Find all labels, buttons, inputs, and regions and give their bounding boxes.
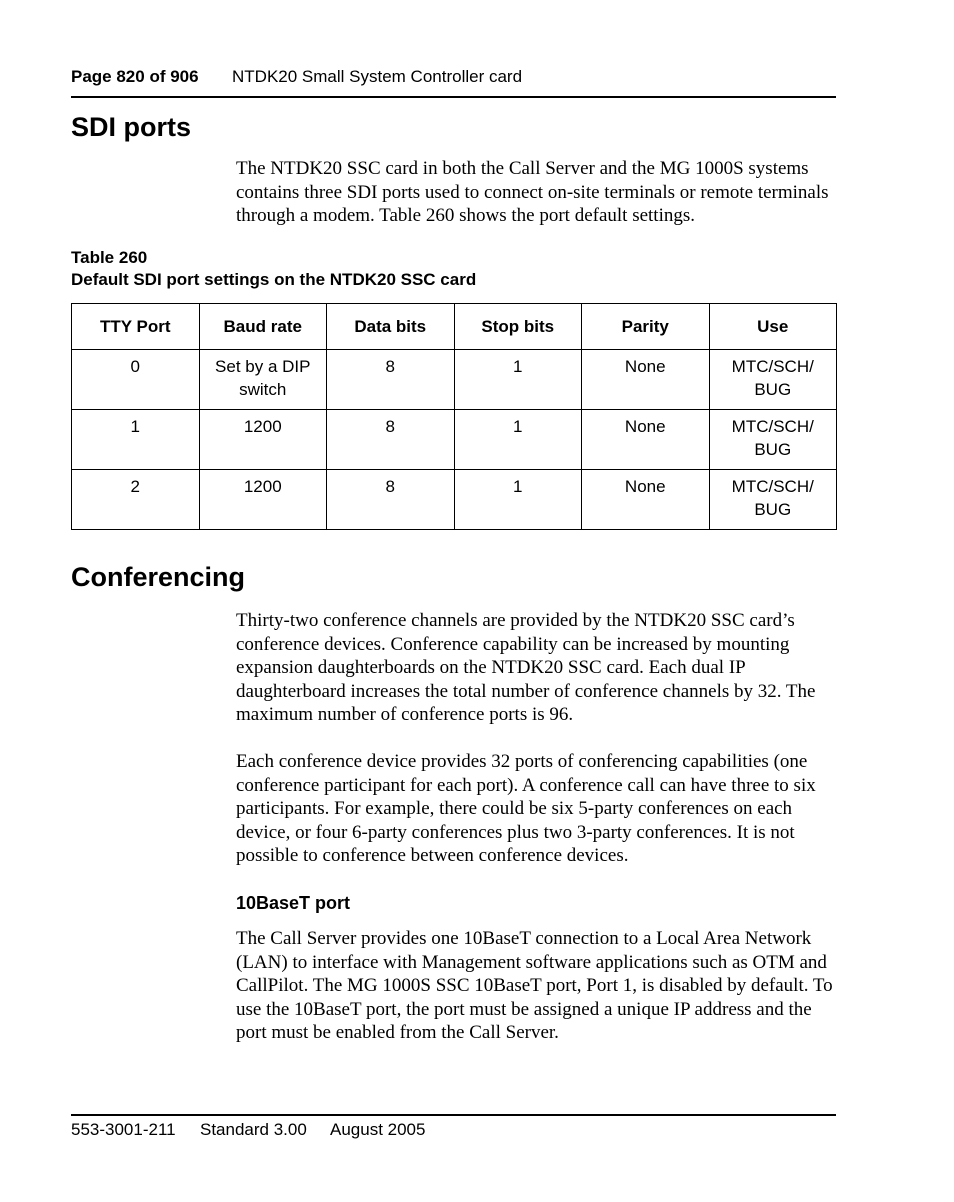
table-cell: None xyxy=(582,350,710,410)
conferencing-heading: Conferencing xyxy=(71,562,246,592)
table-cell: Set by a DIP switch xyxy=(199,350,327,410)
table-cell: 2 xyxy=(72,470,200,530)
col-header-data-bits: Data bits xyxy=(327,304,455,350)
col-header-use: Use xyxy=(709,304,837,350)
table-number: Table 260 xyxy=(71,248,148,267)
table-cell: MTC/SCH/ BUG xyxy=(709,350,837,410)
table-cell: None xyxy=(582,470,710,530)
table-cell: 1 xyxy=(72,410,200,470)
col-header-baud-rate: Baud rate xyxy=(199,304,327,350)
table-cell: 8 xyxy=(327,470,455,530)
sdi-port-settings-table xyxy=(71,303,837,530)
table-cell: 1 xyxy=(454,350,582,410)
table-caption: Default SDI port settings on the NTDK20 SSC card xyxy=(71,270,477,289)
table-cell: 0 xyxy=(72,350,200,410)
col-header-tty-port: TTY Port xyxy=(72,304,200,350)
document-title: NTDK20 Small System Controller card xyxy=(232,67,523,86)
table-cell: 1200 xyxy=(199,410,327,470)
publication-date: August 2005 xyxy=(330,1120,426,1139)
table-row xyxy=(72,470,837,530)
conferencing-paragraph-2: Each conference device provides 32 ports of conferencing capabilities (one conference participant for each port). A conference call can have three to six participants. For example, there could be six 5-party conferences on each device, or four 6-party conferences plus two 3-party conferences. It is not possible to conference between conference devices. xyxy=(236,751,816,867)
col-header-parity: Parity xyxy=(582,304,710,350)
table-cell: MTC/SCH/ BUG xyxy=(709,410,837,470)
table-cell: 8 xyxy=(327,350,455,410)
table-cell: MTC/SCH/ BUG xyxy=(709,470,837,530)
table-cell: 1 xyxy=(454,470,582,530)
table-row xyxy=(72,350,837,410)
table-cell: 8 xyxy=(327,410,455,470)
page-header xyxy=(71,66,836,98)
table-header-row xyxy=(72,304,837,350)
sdi-ports-paragraph: The NTDK20 SSC card in both the Call Server and the MG 1000S systems contains three SDI ports used to connect on-site terminals or remote terminals through a modem. Table 260 shows the port default settings. xyxy=(236,158,829,227)
page-footer xyxy=(71,1114,836,1139)
col-header-stop-bits: Stop bits xyxy=(454,304,582,350)
document-number: 553-3001-211 xyxy=(71,1120,176,1139)
10baset-port-paragraph: The Call Server provides one 10BaseT connection to a Local Area Network (LAN) to interface with Management software applications such as OTM and CallPilot. The MG 1000S SSC 10BaseT port, Port 1, is disabled by default. To use the 10BaseT port, the port must be assigned a unique IP address and the port must be enabled from the Call Server. xyxy=(236,928,833,1044)
table-cell: 1 xyxy=(454,410,582,470)
sdi-ports-heading: SDI ports xyxy=(71,112,192,142)
standard-version: Standard 3.00 xyxy=(200,1120,307,1139)
10baset-port-heading: 10BaseT port xyxy=(236,893,351,913)
page-number: Page 820 of 906 xyxy=(71,67,199,86)
conferencing-paragraph-1: Thirty-two conference channels are provided by the NTDK20 SSC card’s conference devices. Conference capability can be increased by mounting expansion daughterboards on the NTDK20 SSC card. Each dual IP daughterboard increases the total number of conference channels by 32. The maximum number of conference ports is 96. xyxy=(236,610,816,726)
table-cell: 1200 xyxy=(199,470,327,530)
table-row xyxy=(72,410,837,470)
table-cell: None xyxy=(582,410,710,470)
